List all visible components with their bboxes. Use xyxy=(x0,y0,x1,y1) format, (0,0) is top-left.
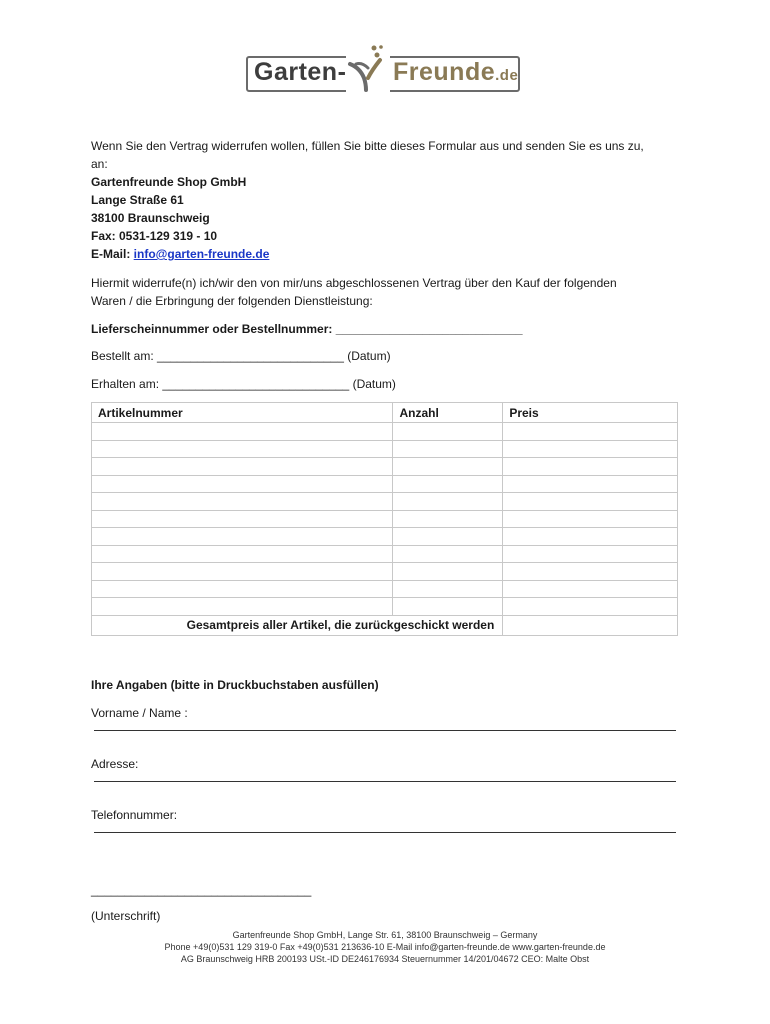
table-row[interactable] xyxy=(92,598,678,616)
logo-text-freunde: Freunde.de xyxy=(393,58,519,86)
email-link[interactable]: info@garten-freunde.de xyxy=(133,247,270,261)
email-label: E-Mail: xyxy=(91,247,134,261)
quantity-cell[interactable] xyxy=(393,475,503,493)
article-cell[interactable] xyxy=(92,528,393,546)
price-cell[interactable] xyxy=(503,475,678,493)
price-cell[interactable] xyxy=(503,580,678,598)
footer-line-1: Gartenfreunde Shop GmbH, Lange Str. 61, 38100 Braunschweig – Germany xyxy=(232,930,538,940)
price-cell[interactable] xyxy=(503,598,678,616)
header-price: Preis xyxy=(503,403,678,423)
price-cell[interactable] xyxy=(503,423,678,441)
revocation-line-2: Waren / die Erbringung der folgenden Dienstleistung: xyxy=(91,294,373,308)
table-row[interactable] xyxy=(92,563,678,581)
quantity-cell[interactable] xyxy=(393,458,503,476)
table-row[interactable] xyxy=(92,545,678,563)
revocation-line-1: Hiermit widerrufe(n) ich/wir den von mir/uns abgeschlossenen Vertrag über den Kauf der folgenden xyxy=(91,276,617,290)
quantity-cell[interactable] xyxy=(393,580,503,598)
quantity-cell[interactable] xyxy=(393,545,503,563)
total-price-cell[interactable] xyxy=(503,615,678,635)
article-cell[interactable] xyxy=(92,563,393,581)
table-row[interactable] xyxy=(92,440,678,458)
table-row[interactable] xyxy=(92,528,678,546)
table-row[interactable] xyxy=(92,458,678,476)
company-street: Lange Straße 61 xyxy=(91,193,184,207)
table-row[interactable] xyxy=(92,423,678,441)
intro-line-2: an: xyxy=(91,157,108,171)
intro-line-1: Wenn Sie den Vertrag widerrufen wollen, füllen Sie bitte dieses Formular aus und senden Sie es uns zu, xyxy=(91,139,644,153)
total-label: Gesamtpreis aller Artikel, die zurückgeschickt werden xyxy=(92,615,503,635)
logo-text-garten: Garten- xyxy=(254,58,347,86)
order-number-field[interactable]: Lieferscheinnummer oder Bestellnummer: ____________________________ xyxy=(91,322,523,336)
gardener-figure-icon xyxy=(346,44,390,96)
article-cell[interactable] xyxy=(92,598,393,616)
price-cell[interactable] xyxy=(503,510,678,528)
address-input-line[interactable] xyxy=(94,781,676,782)
article-cell[interactable] xyxy=(92,440,393,458)
total-row xyxy=(92,615,678,635)
table-row[interactable] xyxy=(92,510,678,528)
quantity-cell[interactable] xyxy=(393,563,503,581)
header-quantity: Anzahl xyxy=(393,403,503,423)
garten-freunde-logo xyxy=(246,44,526,96)
company-email-line xyxy=(91,245,269,263)
items-table xyxy=(91,402,678,636)
table-row[interactable] xyxy=(92,580,678,598)
quantity-cell[interactable] xyxy=(393,528,503,546)
phone-input-line[interactable] xyxy=(94,832,676,833)
price-cell[interactable] xyxy=(503,545,678,563)
company-fax: Fax: 0531-129 319 - 10 xyxy=(91,229,218,243)
table-row[interactable] xyxy=(92,475,678,493)
company-city: 38100 Braunschweig xyxy=(91,211,210,225)
quantity-cell[interactable] xyxy=(393,493,503,511)
table-header-row xyxy=(92,403,678,423)
table-row[interactable] xyxy=(92,493,678,511)
ordered-on-field[interactable]: Bestellt am: ____________________________ (Datum) xyxy=(91,349,391,363)
address-label: Adresse: xyxy=(91,757,139,771)
signature-line[interactable]: _________________________________ xyxy=(91,883,312,897)
signature-label: (Unterschrift) xyxy=(91,909,161,923)
name-input-line[interactable] xyxy=(94,730,676,731)
quantity-cell[interactable] xyxy=(393,598,503,616)
article-cell[interactable] xyxy=(92,475,393,493)
footer-line-2: Phone +49(0)531 129 319-0 Fax +49(0)531 213636-10 E-Mail info@garten-freunde.de www.garten-freunde.de xyxy=(164,942,606,952)
price-cell[interactable] xyxy=(503,528,678,546)
price-cell[interactable] xyxy=(503,493,678,511)
quantity-cell[interactable] xyxy=(393,510,503,528)
footer-line-3: AG Braunschweig HRB 200193 USt.-ID DE246176934 Steuernummer 14/201/04672 CEO: Malte Obst xyxy=(180,954,590,964)
header-article-number: Artikelnummer xyxy=(92,403,393,423)
price-cell[interactable] xyxy=(503,440,678,458)
article-cell[interactable] xyxy=(92,423,393,441)
article-cell[interactable] xyxy=(92,545,393,563)
article-cell[interactable] xyxy=(92,580,393,598)
company-name: Gartenfreunde Shop GmbH xyxy=(91,175,247,189)
quantity-cell[interactable] xyxy=(393,440,503,458)
article-cell[interactable] xyxy=(92,493,393,511)
name-label: Vorname / Name : xyxy=(91,706,188,720)
received-on-field[interactable]: Erhalten am: ____________________________ (Datum) xyxy=(91,377,396,391)
personal-heading: Ihre Angaben (bitte in Druckbuchstaben ausfüllen) xyxy=(91,678,379,692)
price-cell[interactable] xyxy=(503,563,678,581)
article-cell[interactable] xyxy=(92,458,393,476)
quantity-cell[interactable] xyxy=(393,423,503,441)
price-cell[interactable] xyxy=(503,458,678,476)
article-cell[interactable] xyxy=(92,510,393,528)
phone-label: Telefonnummer: xyxy=(91,808,178,822)
